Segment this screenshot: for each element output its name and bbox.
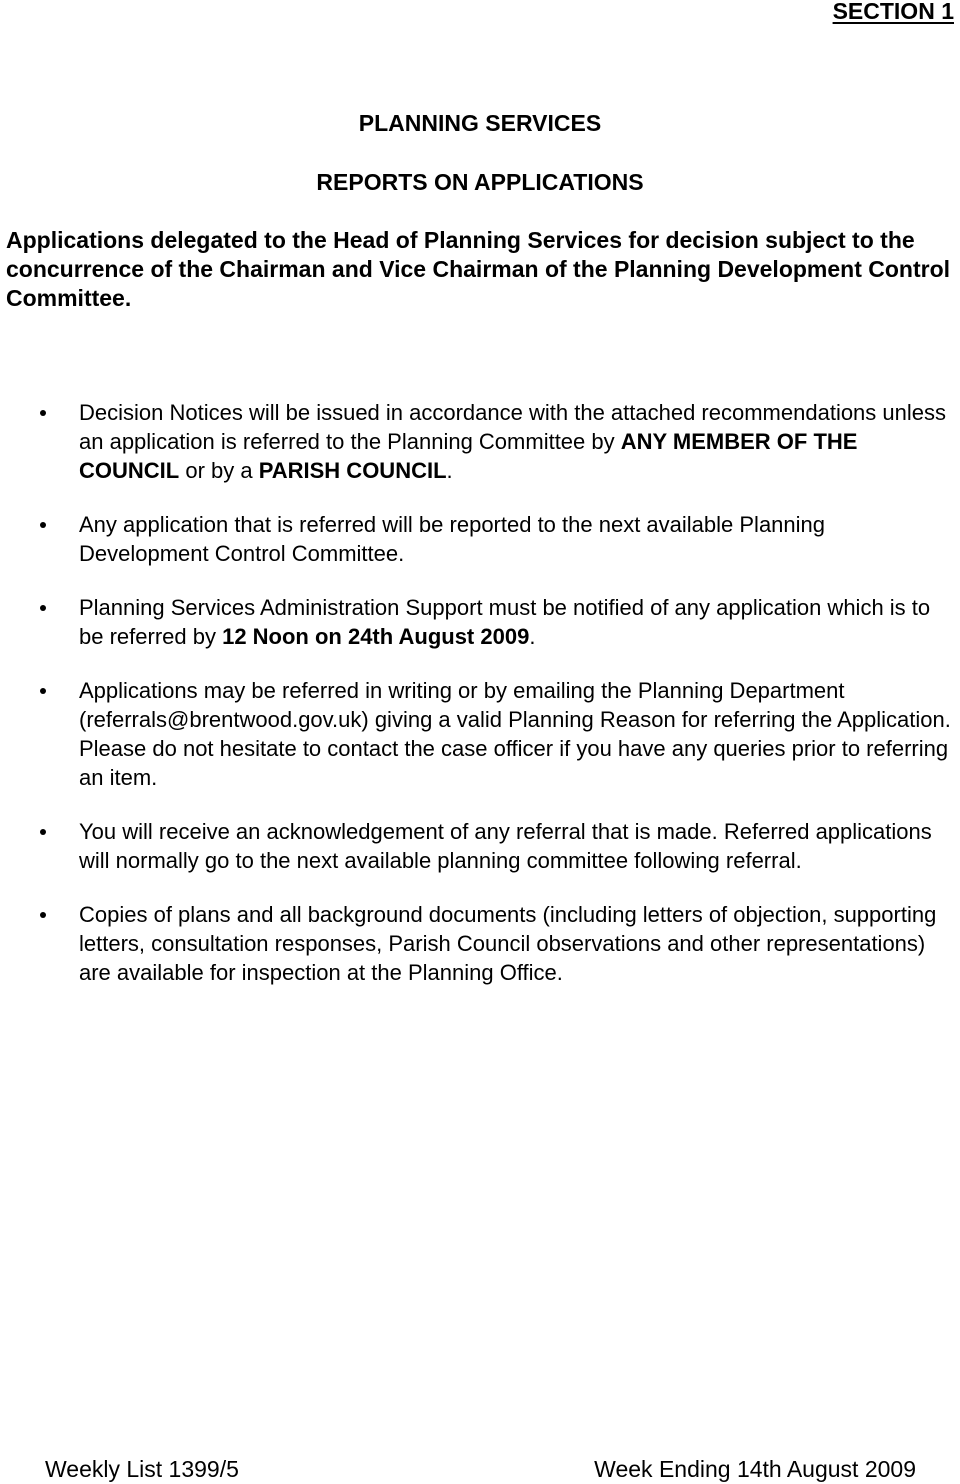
- bullet-item-decision-notices: [0, 398, 959, 485]
- section-label: SECTION 1: [832, 0, 954, 24]
- bullet-dot-icon: [40, 410, 46, 416]
- bullet-list: [0, 398, 960, 1012]
- bullet-dot-icon: [40, 912, 46, 918]
- bullet-text: .: [446, 458, 453, 483]
- bullet-item-acknowledgement: [0, 817, 959, 875]
- bullet-dot-icon: [40, 522, 46, 528]
- bullet-text: Planning Services Administration Support must be notified of any application which is to be referred by: [79, 595, 931, 649]
- intro-paragraph: Applications delegated to the Head of Planning Services for decision subject to the concurrence of the Chairman and Vice Chairman of the Planning Development Control Committee.: [6, 227, 951, 311]
- bullet-text: Applications may be referred in writing or by emailing the Planning Department (referrals@brentwood.gov.uk) giving a valid Planning Reason for referring the Application. Please do not hesitate to contact the case officer if you have any queries prior to referring an item.: [79, 678, 951, 790]
- bullet-text: Copies of plans and all background documents (including letters of objection, supporting letters, consultation responses, Parish Council observations and other representations) are available for inspection at the Planning Office.: [79, 902, 937, 985]
- bullet-text: You will receive an acknowledgement of any referral that is made. Referred applications will normally go to the next available planning committee following referral.: [79, 819, 932, 873]
- bullet-item-referred-application: [0, 510, 959, 568]
- bullet-dot-icon: [40, 688, 46, 694]
- bullet-text: or by a: [179, 458, 259, 483]
- page-title: PLANNING SERVICES: [358, 110, 602, 136]
- bullet-bold-text: 12 Noon on 24th August 2009: [222, 624, 530, 649]
- bullet-text: Decision Notices will be issued in accordance with the attached recommendations unless an application is referred to the Planning Committee by: [79, 400, 947, 454]
- bullet-dot-icon: [40, 605, 46, 611]
- bullet-text: Any application that is referred will be reported to the next available Planning Development Control Committee.: [79, 512, 826, 566]
- bullet-dot-icon: [40, 829, 46, 835]
- footer-weekly-list: Weekly List 1399/5: [45, 1456, 239, 1482]
- bullet-bold-text: PARISH COUNCIL: [258, 458, 447, 483]
- footer-week-ending: Week Ending 14th August 2009: [594, 1456, 916, 1482]
- bullet-text: .: [529, 624, 536, 649]
- page-subtitle: REPORTS ON APPLICATIONS: [316, 169, 644, 195]
- bullet-item-referral-methods: [0, 676, 959, 792]
- bullet-item-copies-of-plans: [0, 900, 959, 987]
- bullet-item-admin-support: [0, 593, 959, 651]
- bullet-bold-text: ANY MEMBER OF THE COUNCIL: [79, 429, 858, 483]
